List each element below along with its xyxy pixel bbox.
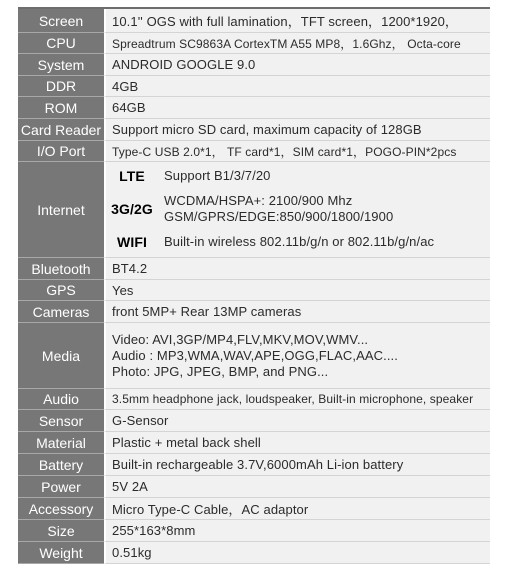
- sensor-label: Sensor: [18, 410, 104, 432]
- rom-value: 64GB: [104, 97, 490, 119]
- cameras-label: Cameras: [18, 301, 104, 323]
- wifi-standard: Built-in wireless 802.11b/g/n or 802.11b/g/n/ac: [164, 234, 435, 249]
- weight-value: 0.51kg: [104, 542, 490, 564]
- size-label: Size: [18, 520, 104, 542]
- gps-label: GPS: [18, 280, 104, 301]
- cpu-label: CPU: [18, 33, 104, 54]
- system-label: System: [18, 54, 104, 76]
- gps-value: Yes: [104, 280, 490, 301]
- cameras-value: front 5MP+ Rear 13MP cameras: [104, 301, 490, 323]
- rom-label: ROM: [18, 97, 104, 119]
- spec-table: [18, 7, 490, 586]
- weight-label: Weight: [18, 542, 104, 564]
- media-label: Media: [18, 323, 104, 389]
- wifi-value: [158, 234, 490, 250]
- wifi-name: WIFI: [117, 234, 147, 250]
- ddr-value: 4GB: [104, 76, 490, 97]
- io-port-label: I/O Port: [18, 141, 104, 162]
- io-port-value: Type-C USB 2.0*1， TF card*1，SIM card*1，POGO-PIN*2pcs: [104, 141, 490, 162]
- screen-value: 10.1'' OGS with full lamination，TFT screen，1200*1920，: [104, 9, 490, 33]
- bluetooth-value: BT4.2: [104, 258, 490, 280]
- sensor-value: G-Sensor: [104, 410, 490, 432]
- system-value: ANDROID GOOGLE 9.0: [104, 54, 490, 76]
- power-value: 5V 2A: [104, 476, 490, 498]
- card-reader-value: Support micro SD card, maximum capacity of 128GB: [104, 119, 490, 141]
- battery-value: Built-in rechargeable 3.7V,6000mAh Li-ion battery: [104, 454, 490, 476]
- internet-value: [104, 162, 490, 258]
- media-video: Video: AVI,3GP/MP4,FLV,MKV,MOV,WMV...: [112, 331, 369, 347]
- accessory-value: Micro Type-C Cable，AC adaptor: [104, 498, 490, 520]
- internet-label: Internet: [18, 162, 104, 258]
- media-value: [104, 323, 490, 389]
- cpu-value: Spreadtrum SC9863A CortexTM A55 MP8，1.6Ghz， Octa-core: [104, 33, 490, 54]
- lte-name: LTE: [119, 168, 145, 184]
- accessory-label: Accessory: [18, 498, 104, 520]
- audio-label: Audio: [18, 389, 104, 410]
- card-reader-label: Card Reader: [18, 119, 104, 141]
- audio-value: 3.5mm headphone jack, loudspeaker, Built-in microphone, speaker: [104, 389, 490, 410]
- 3g2g-name: 3G/2G: [111, 201, 153, 217]
- lte-bands: Support B1/3/7/20: [164, 168, 271, 183]
- 3g2g-value: [158, 193, 490, 225]
- 2g-bands: GSM/GPRS/EDGE:850/900/1800/1900: [164, 209, 394, 224]
- media-audio: Audio : MP3,WMA,WAV,APE,OGG,FLAC,AAC....: [112, 347, 398, 363]
- battery-label: Battery: [18, 454, 104, 476]
- 3g-bands: WCDMA/HSPA+: 2100/900 Mhz: [164, 193, 353, 208]
- size-value: 255*163*8mm: [104, 520, 490, 542]
- ddr-label: DDR: [18, 76, 104, 97]
- power-label: Power: [18, 476, 104, 498]
- bluetooth-label: Bluetooth: [18, 258, 104, 280]
- lte-value: [158, 168, 490, 184]
- material-label: Material: [18, 432, 104, 454]
- material-value: Plastic + metal back shell: [104, 432, 490, 454]
- screen-label: Screen: [18, 9, 104, 33]
- media-photo: Photo: JPG, JPEG, BMP, and PNG...: [112, 363, 329, 379]
